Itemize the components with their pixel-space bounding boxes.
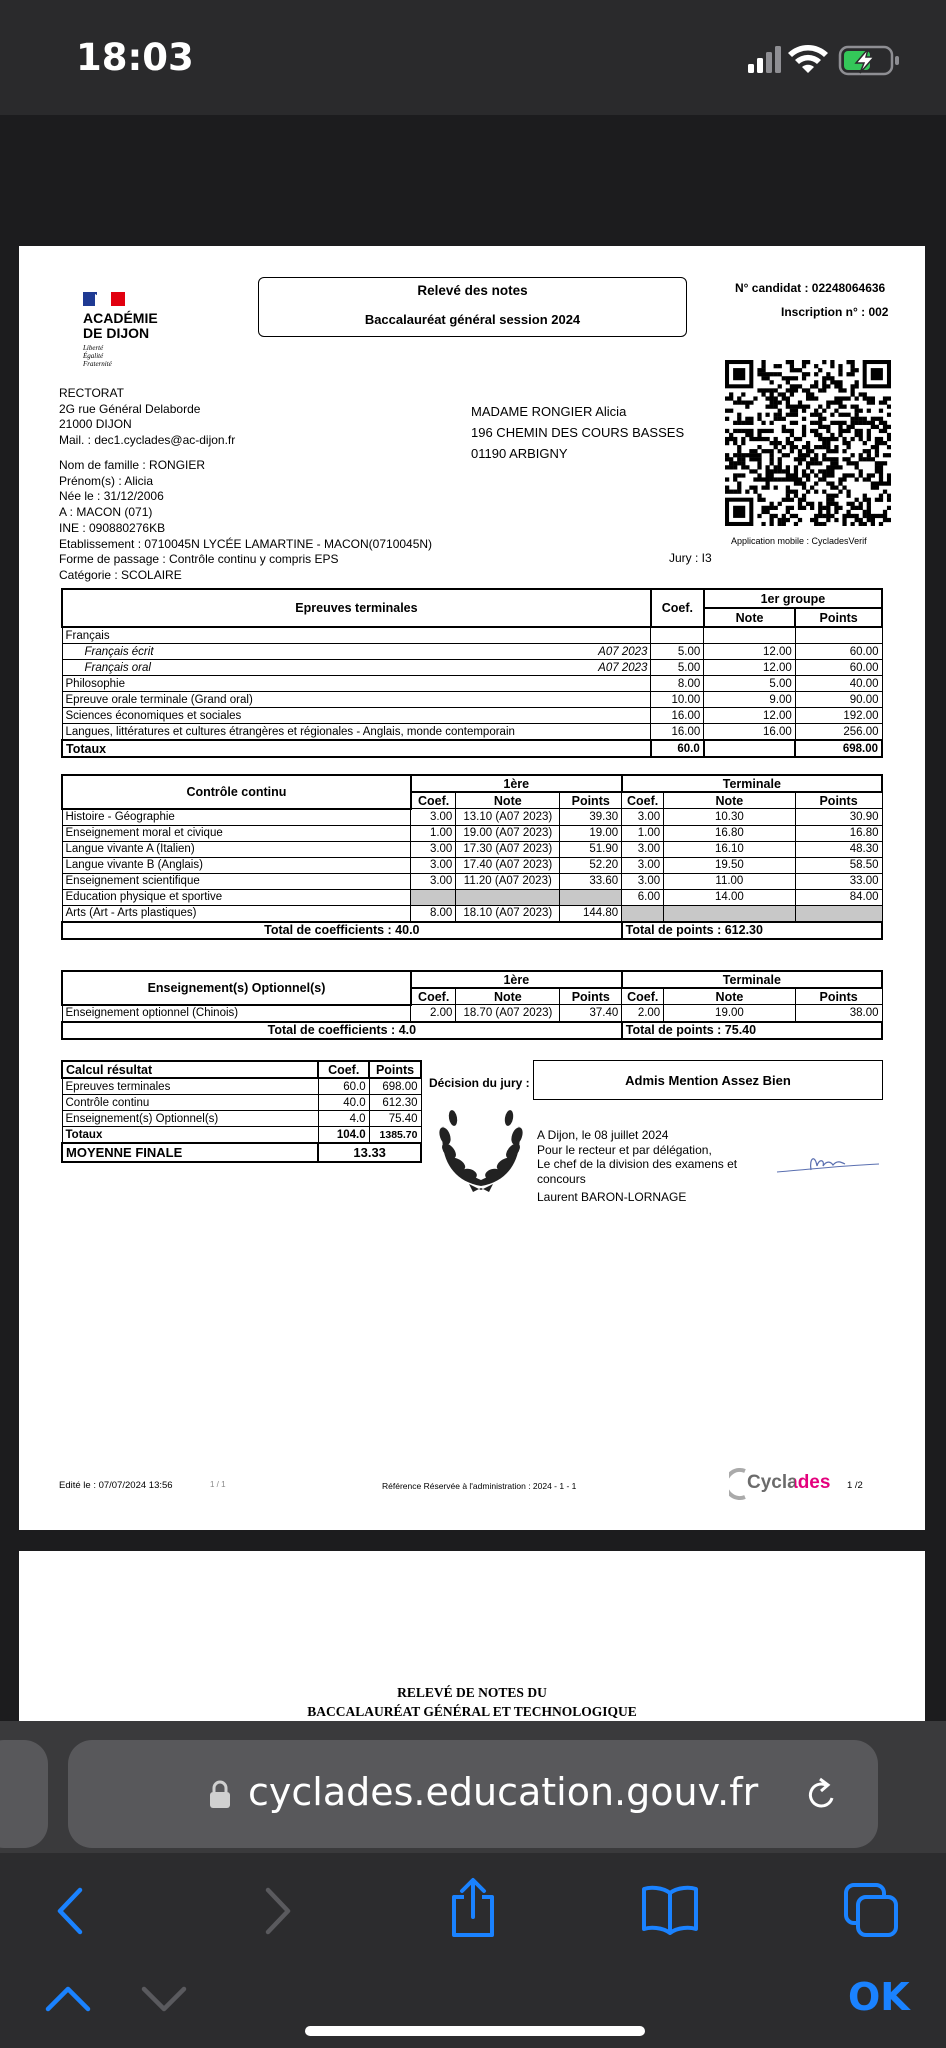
- signature-line: concours: [537, 1171, 586, 1186]
- footer-page-small: 1 / 1: [210, 1480, 226, 1489]
- table-row: [62, 708, 882, 724]
- motto-egalite: Égalité: [83, 352, 104, 360]
- cellular-signal-icon: [748, 46, 781, 73]
- totals-note-cell: [704, 740, 796, 757]
- lock-icon: [208, 1780, 232, 1810]
- cell-n1: 17.30 (A07 2023): [456, 841, 560, 857]
- table-row: [62, 841, 882, 857]
- document-viewer[interactable]: [0, 115, 946, 1721]
- table-row: [62, 1005, 882, 1022]
- cell-p2: 84.00: [795, 889, 882, 905]
- motto-fraternite: Fraternité: [83, 360, 112, 368]
- subject-name: Philosophie: [65, 677, 125, 690]
- subject-label: [62, 660, 651, 676]
- cyclades-brand: [747, 1472, 830, 1494]
- cell-p1: [560, 889, 622, 905]
- cell-c2: [622, 905, 664, 922]
- wifi-icon: [788, 45, 828, 73]
- controle-continu-table: [61, 774, 883, 940]
- status-time: 18:03: [76, 36, 194, 79]
- points-header: Points: [795, 608, 882, 627]
- cyclades-logo-icon: [729, 1468, 749, 1500]
- cell-p2: 16.80: [795, 825, 882, 841]
- subject-label: Enseignement optionnel (Chinois): [62, 1005, 411, 1022]
- cell-c1: [411, 889, 456, 905]
- subject-points: [795, 627, 882, 644]
- page2-title-line1: RELEVÉ DE NOTES DU: [397, 1685, 547, 1700]
- table-row: [62, 644, 882, 660]
- cell-n1: [456, 889, 560, 905]
- status-bar: [0, 0, 946, 115]
- opt-coef2-header: Coef.: [622, 988, 664, 1005]
- table-row: [62, 1095, 421, 1111]
- chevron-up-icon[interactable]: [44, 1983, 92, 2013]
- motto-liberte: Liberté: [83, 344, 104, 352]
- cell-n1: 18.10 (A07 2023): [456, 905, 560, 922]
- totals-coef: 60.0: [651, 740, 704, 757]
- subject-points: 60.00: [795, 660, 882, 676]
- cell-p2: 48.30: [795, 841, 882, 857]
- subject-label: [62, 724, 651, 741]
- reload-icon[interactable]: [804, 1776, 840, 1814]
- calcul-resultat-table: [61, 1060, 422, 1163]
- calc-total-points: 1385.70: [369, 1127, 421, 1144]
- cell-n2: 16.80: [664, 825, 796, 841]
- cell-c1: 3.00: [411, 857, 456, 873]
- cc-note2-header: Note: [664, 792, 796, 809]
- subject-note: [704, 627, 796, 644]
- ok-button[interactable]: OK: [848, 1975, 910, 2019]
- table-row: [62, 1078, 421, 1095]
- cell-n1: 13.10 (A07 2023): [456, 809, 560, 826]
- subject-note: 16.00: [704, 724, 796, 741]
- subject-label: Enseignement moral et civique: [62, 825, 411, 841]
- subject-label: [62, 676, 651, 692]
- calc-total-label: Totaux: [62, 1127, 318, 1144]
- subject-label: Langue vivante A (Italien): [62, 841, 411, 857]
- cell-c1: 8.00: [411, 905, 456, 922]
- subject-label: [62, 644, 651, 660]
- opt-total-points: Total de points : 75.40: [622, 1022, 882, 1039]
- cell-n2: 19.00: [664, 1005, 795, 1022]
- cyclades-brand-text: Cyclades: [747, 1472, 831, 1493]
- table-row: [62, 692, 882, 708]
- address-bar[interactable]: [68, 1740, 878, 1848]
- rectorat-address: [59, 386, 235, 448]
- candidate-identity: [59, 458, 432, 584]
- subject-note: 9.00: [704, 692, 796, 708]
- cell-p2: 33.00: [795, 873, 882, 889]
- subject-note: 12.00: [704, 660, 796, 676]
- session-label: A07 2023: [598, 661, 648, 674]
- calc-title: Calcul résultat: [62, 1061, 318, 1078]
- cc-terminale-header: Terminale: [622, 775, 882, 792]
- calc-points-header: Points: [369, 1061, 421, 1078]
- document-page-1: [19, 246, 925, 1530]
- cell-p2: 58.50: [795, 857, 882, 873]
- url-text[interactable]: cyclades.education.gouv.fr: [248, 1770, 759, 1814]
- cell-n1: 11.20 (A07 2023): [456, 873, 560, 889]
- subject-name: Français: [65, 629, 110, 642]
- cell-n1: 19.00 (A07 2023): [456, 825, 560, 841]
- opt-total-coef: Total de coefficients : 4.0: [62, 1022, 622, 1039]
- identity-line: Catégorie : SCOLAIRE: [59, 567, 182, 582]
- signature-line: A Dijon, le 08 juillet 2024: [537, 1128, 669, 1142]
- subject-points: 192.00: [795, 708, 882, 724]
- calc-points: 698.00: [369, 1078, 421, 1095]
- cell-p1: 39.30: [560, 809, 622, 826]
- epreuves-header: Epreuves terminales: [62, 589, 651, 627]
- cell-n2: 16.10: [664, 841, 796, 857]
- academy-line-1: ACADÉMIE: [83, 310, 158, 326]
- subject-label: Histoire - Géographie: [62, 809, 411, 826]
- laurel-seal-icon: [431, 1096, 531, 1196]
- identity-line: INE : 090880276KB: [59, 520, 166, 535]
- cc-points2-header: Points: [795, 792, 882, 809]
- cell-c2: 1.00: [622, 825, 664, 841]
- calc-label: Enseignement(s) Optionnel(s): [62, 1111, 318, 1127]
- cell-c1: 3.00: [411, 841, 456, 857]
- handwritten-signature: [775, 1150, 885, 1180]
- opt-terminale-header: Terminale: [622, 971, 882, 988]
- footer-edited-date: Edité le : 07/07/2024 13:56: [59, 1480, 173, 1491]
- final-average-value: 13.33: [318, 1143, 421, 1162]
- document-title: Relevé des notes: [417, 283, 528, 298]
- cell-c1: 2.00: [411, 1005, 456, 1022]
- calc-points: 75.40: [369, 1111, 421, 1127]
- marianne-flag-logo: [83, 290, 125, 308]
- subject-coef: 8.00: [651, 676, 704, 692]
- opt-points1-header: Points: [560, 988, 622, 1005]
- cell-p1: 52.20: [560, 857, 622, 873]
- subject-name: Sciences économiques et sociales: [65, 709, 242, 722]
- subject-coef: 5.00: [651, 644, 704, 660]
- opt-header: Enseignement(s) Optionnel(s): [62, 971, 411, 1005]
- cell-n1: 18.70 (A07 2023): [456, 1005, 560, 1022]
- battery-charging-icon: [840, 47, 899, 74]
- document-page-2: [19, 1551, 925, 1721]
- calc-points: 612.30: [369, 1095, 421, 1111]
- home-indicator[interactable]: [305, 2026, 645, 2036]
- rectorat-line: 21000 DIJON: [59, 417, 132, 431]
- subject-name: Français oral: [84, 661, 151, 674]
- optionnel-table: [61, 970, 883, 1040]
- subject-note: 12.00: [704, 708, 796, 724]
- table-row: [62, 825, 882, 841]
- identity-line: A : MACON (071): [59, 505, 153, 520]
- chevron-down-icon[interactable]: [140, 1983, 188, 2013]
- subject-label: Arts (Art - Arts plastiques): [62, 905, 411, 922]
- subject-coef: 16.00: [651, 708, 704, 724]
- cell-n2: 11.00: [664, 873, 796, 889]
- subject-coef: 16.00: [651, 724, 704, 741]
- subject-coef: [651, 627, 704, 644]
- calc-label: Epreuves terminales: [62, 1078, 318, 1095]
- candidate-number: N° candidat : 02248064636: [735, 281, 886, 295]
- calc-coef: 60.0: [318, 1078, 369, 1095]
- coef-header: Coef.: [651, 589, 704, 627]
- table-row: [62, 809, 882, 826]
- cell-p2: 30.90: [795, 809, 882, 826]
- subject-label: Langue vivante B (Anglais): [62, 857, 411, 873]
- identity-line: Forme de passage : Contrôle continu y compris EPS: [59, 552, 339, 567]
- subject-label: Education physique et sportive: [62, 889, 411, 905]
- subject-label: [62, 692, 651, 708]
- note-header: Note: [704, 608, 796, 627]
- cc-total-points: Total de points : 612.30: [622, 922, 882, 939]
- table-row: [62, 889, 882, 905]
- cell-p1: 144.80: [560, 905, 622, 922]
- subject-points: 60.00: [795, 644, 882, 660]
- rectorat-line: Mail. : dec1.cyclades@ac-dijon.fr: [59, 432, 236, 447]
- identity-line: Nom de famille : RONGIER: [59, 458, 206, 472]
- cell-n2: 14.00: [664, 889, 796, 905]
- recipient-line: MADAME RONGIER Alicia: [471, 404, 627, 419]
- cell-p2: [795, 905, 882, 922]
- subject-coef: 10.00: [651, 692, 704, 708]
- page2-title-line2: BACCALAURÉAT GÉNÉRAL ET TECHNOLOGIQUE: [307, 1704, 637, 1719]
- cell-n1: 17.40 (A07 2023): [456, 857, 560, 873]
- identity-line: Etablissement : 0710045N LYCÉE LAMARTINE - MACON(0710045N): [59, 536, 433, 551]
- table-row: [62, 905, 882, 922]
- academy-line-2: DE DIJON: [83, 325, 150, 341]
- cell-p1: 33.60: [560, 873, 622, 889]
- rectorat-line: 2G rue Général Delaborde: [59, 401, 201, 416]
- cell-n2: 19.50: [664, 857, 796, 873]
- footer-page-number: 1 /2: [847, 1480, 863, 1491]
- cell-p1: 19.00: [560, 825, 622, 841]
- cell-c2: 3.00: [622, 841, 664, 857]
- table-row: [62, 873, 882, 889]
- subject-label: Enseignement scientifique: [62, 873, 411, 889]
- cell-p1: 37.40: [560, 1005, 622, 1022]
- inscription-number: Inscription n° : 002: [781, 305, 889, 319]
- cc-header: Contrôle continu: [62, 775, 411, 809]
- qr-code: [725, 360, 891, 526]
- cc-coef1-header: Coef.: [411, 792, 456, 809]
- calc-label: Contrôle continu: [62, 1095, 318, 1111]
- decision-box: [533, 1060, 883, 1100]
- opt-points2-header: Points: [795, 988, 882, 1005]
- cc-points1-header: Points: [560, 792, 622, 809]
- jury-label: Jury : I3: [669, 551, 712, 565]
- subject-points: 256.00: [795, 724, 882, 741]
- tabs-icon[interactable]: [842, 1881, 900, 1939]
- subject-note: 12.00: [704, 644, 796, 660]
- cell-c2: 6.00: [622, 889, 664, 905]
- subject-name: Epreuve orale terminale (Grand oral): [65, 693, 253, 706]
- recipient-address: [471, 401, 684, 464]
- table-row: [62, 660, 882, 676]
- calc-coef: 4.0: [318, 1111, 369, 1127]
- cc-first-year-header: 1ère: [411, 775, 622, 792]
- calc-coef: 40.0: [318, 1095, 369, 1111]
- cell-c2: 3.00: [622, 809, 664, 826]
- table-row: [62, 857, 882, 873]
- browser-toolbar: [0, 1853, 946, 2048]
- subject-points: 40.00: [795, 676, 882, 692]
- identity-line: Prénom(s) : Alicia: [59, 473, 154, 488]
- cc-coef2-header: Coef.: [622, 792, 664, 809]
- opt-note1-header: Note: [456, 988, 560, 1005]
- subject-points: 90.00: [795, 692, 882, 708]
- table-row: [62, 1111, 421, 1127]
- share-icon[interactable]: [448, 1877, 498, 1939]
- calc-coef-header: Coef.: [318, 1061, 369, 1078]
- identity-line: Née le : 31/12/2006: [59, 489, 164, 504]
- decision-label: Décision du jury :: [429, 1076, 530, 1090]
- cell-n2: [664, 905, 796, 922]
- session-label: A07 2023: [598, 645, 648, 658]
- cell-p2: 38.00: [795, 1005, 882, 1022]
- footer-reference: Référence Réservée à l'administration : 2024 - 1 - 1: [382, 1481, 577, 1491]
- subject-label: [62, 708, 651, 724]
- previous-tab-pill[interactable]: [0, 1740, 48, 1848]
- cell-c2: 3.00: [622, 873, 664, 889]
- cell-c2: 3.00: [622, 857, 664, 873]
- qr-caption: Application mobile : CycladesVerif: [731, 536, 867, 546]
- table-row: [62, 724, 882, 741]
- address-bar-area: [0, 1721, 946, 1853]
- epreuves-terminales-table: [61, 588, 883, 758]
- document-subtitle: Baccalauréat général session 2024: [364, 312, 581, 327]
- cell-c1: 1.00: [411, 825, 456, 841]
- subject-name: Français écrit: [84, 645, 154, 658]
- opt-coef1-header: Coef.: [411, 988, 456, 1005]
- subject-note: 5.00: [704, 676, 796, 692]
- rectorat-line: RECTORAT: [59, 386, 124, 400]
- totals-label: Totaux: [62, 740, 651, 757]
- signature-name: Laurent BARON-LORNAGE: [537, 1190, 687, 1204]
- cell-n2: 10.30: [664, 809, 796, 826]
- bookmarks-icon[interactable]: [640, 1885, 700, 1935]
- opt-first-year-header: 1ère: [411, 971, 622, 988]
- forward-icon[interactable]: [260, 1886, 294, 1936]
- signature-line: Le chef de la division des examens et: [537, 1157, 738, 1171]
- calc-total-coef: 104.0: [318, 1127, 369, 1144]
- signature-line: Pour le recteur et par délégation,: [537, 1142, 712, 1157]
- back-icon[interactable]: [54, 1886, 88, 1936]
- totals-points: 698.00: [795, 740, 882, 757]
- cc-total-coef: Total de coefficients : 40.0: [62, 922, 622, 939]
- cell-c2: 2.00: [622, 1005, 664, 1022]
- status-icons: [748, 42, 908, 83]
- cell-p1: 51.90: [560, 841, 622, 857]
- table-row: [62, 627, 882, 644]
- signature-block: [537, 1128, 737, 1205]
- header-box: [258, 277, 687, 337]
- recipient-line: 196 CHEMIN DES COURS BASSES: [471, 425, 685, 440]
- cell-c1: 3.00: [411, 809, 456, 826]
- decision-value: Admis Mention Assez Bien: [625, 1073, 791, 1088]
- subject-coef: 5.00: [651, 660, 704, 676]
- group-header: 1er groupe: [704, 589, 882, 608]
- republic-motto: [83, 344, 112, 368]
- opt-note2-header: Note: [664, 988, 795, 1005]
- academy-name: [83, 311, 158, 341]
- recipient-line: 01190 ARBIGNY: [471, 446, 568, 461]
- subject-name: Langues, littératures et cultures étrangères et régionales - Anglais, monde contemporain: [65, 725, 515, 738]
- table-row: [62, 676, 882, 692]
- final-average-label: MOYENNE FINALE: [62, 1143, 318, 1162]
- cell-c1: 3.00: [411, 873, 456, 889]
- cc-note1-header: Note: [456, 792, 560, 809]
- subject-label: [62, 627, 651, 644]
